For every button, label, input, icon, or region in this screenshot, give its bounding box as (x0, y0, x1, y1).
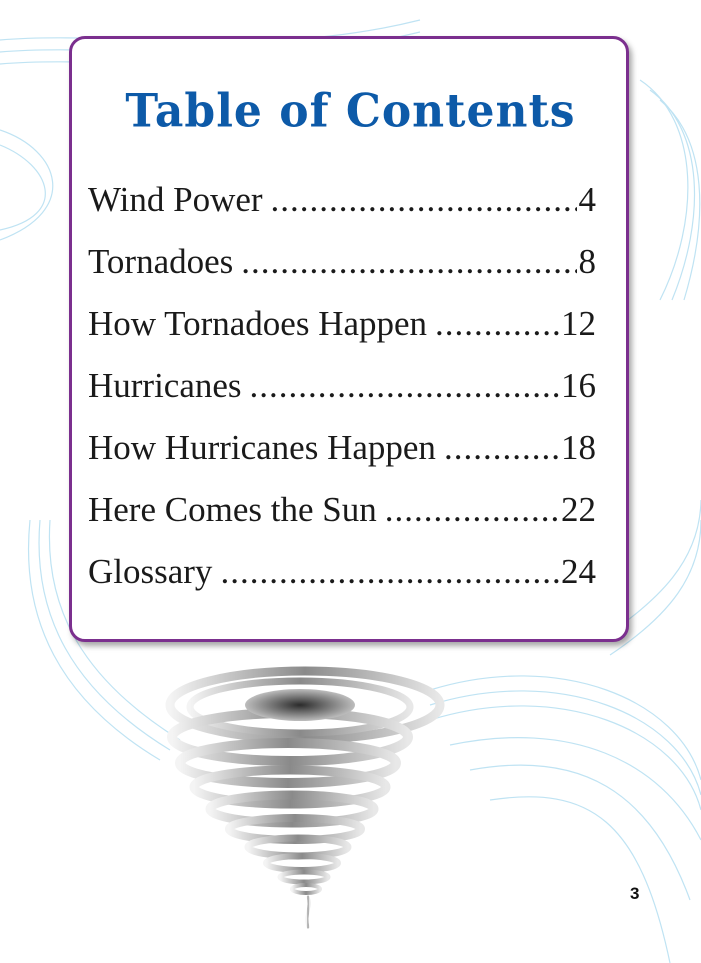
toc-entry-label: Tornadoes (88, 242, 234, 281)
toc-entry-label: Hurricanes (88, 366, 242, 405)
toc-entry-here-comes-the-sun[interactable] (88, 490, 596, 552)
toc-entry-wind-power[interactable] (88, 180, 596, 242)
toc-entry-hurricanes[interactable] (88, 366, 596, 428)
toc-title: Table of Contents (125, 84, 576, 139)
dot-leader (435, 304, 559, 344)
dot-leader (385, 490, 559, 530)
dot-leader (250, 366, 559, 406)
toc-entry-page: 12 (561, 304, 596, 343)
dot-leader (271, 180, 577, 220)
dot-leader (444, 428, 559, 468)
toc-entry-tornadoes[interactable] (88, 242, 596, 304)
toc-entry-page: 4 (578, 180, 596, 219)
tornado-icon (140, 655, 460, 935)
toc-entry-label: Wind Power (88, 180, 263, 219)
toc-entry-page: 16 (561, 366, 596, 405)
dot-leader (241, 242, 576, 282)
toc-entry-glossary[interactable] (88, 552, 596, 614)
toc-entry-label: Here Comes the Sun (88, 490, 377, 529)
toc-entry-how-tornadoes-happen[interactable] (88, 304, 596, 366)
toc-entry-label: Glossary (88, 552, 213, 591)
toc-entry-label: How Tornadoes Happen (88, 304, 428, 343)
toc-entry-page: 8 (578, 242, 596, 281)
toc-entry-page: 24 (561, 552, 596, 591)
toc-entry-how-hurricanes-happen[interactable] (88, 428, 596, 490)
page-number: 3 (630, 884, 640, 903)
dot-leader (220, 552, 559, 592)
toc-entry-page: 22 (561, 490, 596, 529)
toc-list (88, 180, 596, 614)
toc-entry-page: 18 (561, 428, 596, 467)
toc-entry-label: How Hurricanes Happen (88, 428, 436, 467)
